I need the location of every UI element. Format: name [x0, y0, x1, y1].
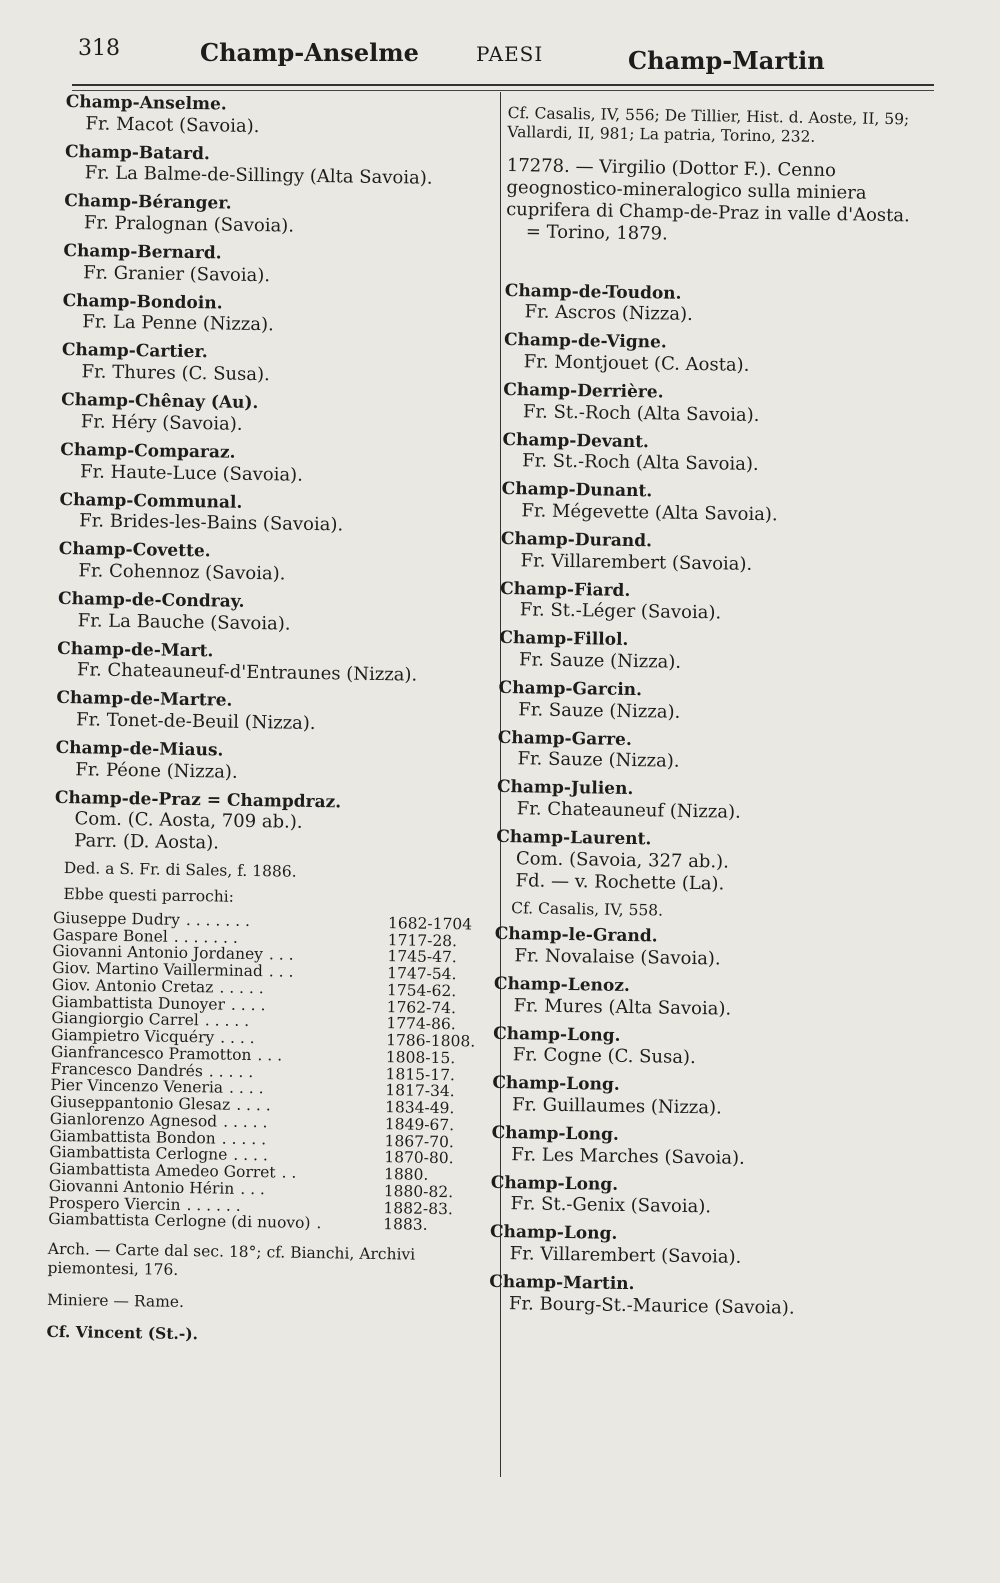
- priest-name: Giangiorgio Carrel: [51, 1009, 199, 1030]
- running-head-left: Champ-Anselme: [200, 38, 419, 67]
- leader-dots: . . . . .: [223, 1112, 268, 1132]
- leader-dots: . . . . .: [219, 978, 264, 998]
- priest-dates: 1834-49.: [384, 1098, 455, 1118]
- leader-dots: . . . .: [228, 1079, 264, 1098]
- right-entries-a: [495, 281, 935, 899]
- gazetteer-entry: [494, 924, 925, 973]
- mines-note: Miniere — Rame.: [46, 1290, 185, 1311]
- entry-heading: Champ-Durand.: [500, 528, 653, 552]
- leader-dots: .: [316, 1214, 322, 1233]
- entry-line: Fr. Cohennoz (Savoia).: [78, 560, 286, 585]
- entry-heading: Champ-Fiard.: [500, 578, 631, 601]
- entry-heading: Champ-Comparaz.: [60, 439, 236, 463]
- entry-line: Fr. Bourg-St.-Maurice (Savoia).: [508, 1292, 795, 1319]
- gazetteer-entry: [57, 638, 483, 687]
- gazetteer-entry: [65, 142, 491, 191]
- entry-heading: Champ-de-Vigne.: [503, 330, 667, 353]
- leader-dots: . . .: [268, 945, 294, 965]
- leader-dots: . . . . . . .: [173, 927, 239, 947]
- priest-name: Francesco Dandrés: [50, 1059, 204, 1080]
- entry-line: Fr. Villarembert (Savoia).: [520, 549, 753, 575]
- entry-line: Fr. La Bauche (Savoia).: [77, 609, 291, 635]
- priest-name: Giambattista Bondon: [49, 1126, 216, 1148]
- entry-heading: Champ-Lenoz.: [493, 973, 631, 996]
- entry-line: Fr. Guillaumes (Nizza).: [511, 1094, 723, 1119]
- entry-line: Fr. Héry (Savoia).: [80, 411, 243, 435]
- gazetteer-entry: [499, 628, 930, 677]
- gazetteer-entry: [58, 589, 484, 638]
- entry-heading: Champ-Batard.: [64, 141, 211, 164]
- entry-heading: Champ-Garre.: [497, 727, 633, 750]
- entry-heading: Champ-Cartier.: [61, 340, 208, 363]
- priest-dates: 1754-62.: [386, 981, 457, 1001]
- entry-line: Fr. Thures (C. Susa).: [81, 361, 270, 386]
- gazetteer-entry: [60, 440, 486, 489]
- gazetteer-entry: [59, 489, 485, 538]
- entry-heading: Champ-Anselme.: [65, 92, 227, 115]
- priest-list: [48, 910, 478, 1235]
- gazetteer-entry: [61, 390, 487, 439]
- priest-name: Giampietro Vicquéry: [51, 1026, 215, 1047]
- gazetteer-entry: [54, 788, 480, 859]
- priest-dates: 1717-28.: [387, 930, 458, 950]
- entry-line: Fr. Montjouet (C. Aosta).: [523, 351, 750, 376]
- entry-heading: Champ-Long.: [493, 1023, 621, 1046]
- gazetteer-entry: [497, 777, 928, 826]
- casalis-reference: Cf. Casalis, IV, 556; De Tillier, Hist. d. Aoste, II, 59; Vallardi, II, 981; La patria, Torino, 232.: [507, 103, 910, 147]
- entry-heading: Champ-Long.: [491, 1122, 620, 1145]
- priest-name: Giambattista Dunoyer: [51, 992, 226, 1014]
- entry-line: Fr. Cogne (C. Susa).: [512, 1044, 696, 1069]
- entry-heading: Champ-Julien.: [496, 777, 634, 800]
- right-entries-b: [489, 924, 925, 1321]
- entry-heading: Champ-Long.: [490, 1172, 619, 1195]
- priest-dates: 1762-74.: [386, 997, 457, 1017]
- entry-line: Com. (Savoia, 327 ab.).: [515, 848, 730, 873]
- entry-heading: Champ-de-Toudon.: [504, 280, 682, 304]
- dedication-note: Ded. a S. Fr. di Sales, f. 1886.: [63, 859, 297, 881]
- entry-heading: Champ-Derrière.: [503, 379, 664, 403]
- entry-line: Fr. La Penne (Nizza).: [82, 311, 274, 336]
- gazetteer-entry: [56, 688, 482, 737]
- entry-line: Fr. Chateauneuf (Nizza).: [516, 798, 741, 823]
- entry-line: Fr. St.-Roch (Alta Savoia).: [522, 450, 759, 476]
- leader-dots: . . . .: [220, 1028, 255, 1048]
- entry-line: Fr. St.-Léger (Savoia).: [519, 599, 722, 624]
- entry-line: Fr. Ascros (Nizza).: [524, 301, 693, 326]
- entry-line: Fr. Les Marches (Savoia).: [511, 1143, 745, 1169]
- priest-list-intro: Ebbe questi parrochi:: [63, 884, 235, 906]
- running-head-section: PAESI: [476, 42, 544, 66]
- priest-name: Giov. Antonio Cretaz: [51, 975, 214, 997]
- entry-heading: Champ-Béranger.: [64, 191, 232, 214]
- entry-line: Fr. Villarembert (Savoia).: [509, 1243, 742, 1268]
- entry-heading: Champ-le-Grand.: [494, 924, 658, 947]
- header-rule-thin: [72, 90, 934, 91]
- leader-dots: . . . . . .: [186, 1195, 241, 1215]
- leader-dots: . . . . .: [204, 1011, 250, 1031]
- virgilio-bibliography-entry: 17278. — Virgilio (Dottor F.). Cenno geognostico-mineralogico sulla miniera cuprifera di Champ-de-Praz in valle d'Aosta.: [505, 154, 910, 226]
- priest-dates: 1849-67.: [384, 1114, 455, 1135]
- entry-line: Fr. Tonet-de-Beuil (Nizza).: [75, 709, 316, 734]
- gazetteer-entry: [497, 728, 928, 777]
- priest-dates: 1867-70.: [384, 1131, 455, 1151]
- page-number: 318: [78, 36, 120, 61]
- entry-heading: Champ-Dunant.: [501, 479, 653, 502]
- priest-name: Gianfrancesco Pramotton: [50, 1042, 252, 1064]
- priest-dates: 1880-82.: [383, 1181, 454, 1201]
- priest-name: Giov. Martino Vaillerminad: [52, 959, 264, 981]
- gazetteer-entry: [501, 479, 932, 528]
- archive-note: Arch. — Carte dal sec. 18°; cf. Bianchi, Archivi piemontesi, 176.: [47, 1239, 416, 1280]
- priest-name: Giambattista Cerlogne (di nuovo): [48, 1210, 311, 1233]
- leader-dots: . . . . . . .: [185, 911, 251, 931]
- leader-dots: . . . . .: [208, 1061, 254, 1081]
- leader-dots: . . . . .: [221, 1129, 267, 1148]
- leader-dots: . . . .: [230, 995, 266, 1014]
- gazetteer-entry: [490, 1222, 921, 1271]
- priest-dates: 1815-17.: [385, 1064, 456, 1084]
- priest-name: Giovanni Antonio Jordaney: [52, 942, 264, 964]
- priest-dates: 1882-83.: [383, 1198, 453, 1218]
- gazetteer-entry: [58, 539, 484, 588]
- entry-heading: Champ-Long.: [489, 1222, 618, 1245]
- entry-line: Parr. (D. Aosta).: [74, 830, 220, 854]
- entry-line: Fr. St.-Genix (Savoia).: [510, 1193, 712, 1218]
- entry-heading: Champ-de-Miaus.: [55, 737, 224, 761]
- entry-heading: Champ-Devant.: [502, 429, 650, 452]
- gazetteer-entry: [55, 738, 481, 787]
- gazetteer-entry: [489, 1272, 920, 1321]
- priest-dates: 1870-80.: [384, 1148, 454, 1168]
- priest-name: Gaspare Bonel: [52, 925, 168, 946]
- entry-line: Com. (C. Aosta, 709 ab.).: [74, 808, 303, 834]
- priest-name: Giambattista Cerlogne: [49, 1143, 228, 1164]
- entry-line: Fr. Sauze (Nizza).: [518, 699, 681, 723]
- gazetteer-entry: [503, 380, 934, 429]
- entry-line: Fr. Péone (Nizza).: [75, 758, 238, 783]
- entry-heading: Champ-de-Mart.: [57, 638, 214, 661]
- entry-heading: Champ-Laurent.: [496, 827, 652, 850]
- gazetteer-entry: [493, 1023, 924, 1072]
- entry-line: Fr. Pralognan (Savoia).: [83, 212, 295, 237]
- gazetteer-entry: [495, 827, 926, 898]
- entry-heading: Champ-de-Martre.: [56, 688, 233, 711]
- gazetteer-entry: [500, 529, 931, 578]
- entry-line: Fr. Granier (Savoia).: [83, 262, 271, 287]
- header-rule: [72, 84, 934, 86]
- leader-dots: . . . .: [236, 1095, 271, 1115]
- priest-name: Giambattista Amedeo Gorret: [48, 1159, 276, 1182]
- gazetteer-entry: [493, 974, 924, 1023]
- right-column: [489, 92, 938, 1328]
- leader-dots: . . .: [268, 962, 294, 981]
- gazetteer-entry: [492, 1073, 923, 1122]
- priest-name: Gianlorenzo Agnesod: [49, 1109, 218, 1131]
- entry-heading: Champ-Covette.: [58, 539, 211, 562]
- priest-name-cell: [48, 1211, 321, 1232]
- priest-dates: 1682-1704: [387, 914, 473, 934]
- entry-line: Fr. Brides-les-Bains (Savoia).: [79, 510, 344, 536]
- entry-heading: Champ-Bondoin.: [62, 290, 223, 314]
- left-column: [46, 92, 491, 1348]
- priest-name: Giuseppantonio Glesaz: [49, 1092, 231, 1114]
- gazetteer-entry: [504, 330, 935, 379]
- priest-dates: 1747-54.: [387, 964, 457, 984]
- priest-dates: 1880.: [383, 1165, 429, 1184]
- entry-heading: Champ-Long.: [492, 1073, 620, 1096]
- running-head-right: Champ-Martin: [628, 46, 825, 75]
- gazetteer-entry: [498, 678, 929, 727]
- entry-line: Fr. Chateauneuf-d'Entraunes (Nizza).: [76, 659, 418, 686]
- leader-dots: . . .: [257, 1046, 283, 1065]
- entry-line: Fr. Novalaise (Savoia).: [514, 945, 721, 970]
- entry-line: Fr. Mégevette (Alta Savoia).: [521, 500, 778, 526]
- priest-dates: 1745-47.: [387, 947, 457, 967]
- gazetteer-entry: [491, 1123, 922, 1172]
- priest-name: Giuseppe Dudry: [52, 908, 181, 929]
- entry-heading: Champ-de-Praz = Champdraz.: [54, 787, 342, 813]
- entry-line: Fr. Macot (Savoia).: [85, 113, 260, 137]
- virgilio-publication-place: = Torino, 1879.: [525, 220, 668, 245]
- left-entries: [54, 92, 491, 859]
- entry-line: Fr. Haute-Luce (Savoia).: [79, 460, 304, 486]
- entry-heading: Champ-Bernard.: [63, 241, 222, 264]
- entry-line: Fr. Sauze (Nizza).: [517, 748, 680, 773]
- leader-dots: . . . .: [233, 1146, 268, 1165]
- gazetteer-entry: [62, 291, 488, 340]
- gazetteer-entry: [502, 430, 933, 479]
- entry-line: Fr. Mures (Alta Savoia).: [513, 994, 732, 1020]
- entry-line: Fr. St.-Roch (Alta Savoia).: [522, 400, 760, 426]
- casalis-reference-2: Cf. Casalis, IV, 558.: [511, 898, 664, 920]
- entry-line: Fr. La Balme-de-Sillingy (Alta Savoia).: [84, 162, 433, 190]
- entry-heading: Champ-Chênay (Au).: [61, 390, 259, 414]
- priest-name: Pier Vincenzo Veneria: [50, 1076, 224, 1097]
- entry-line: Fd. — v. Rochette (La).: [515, 870, 725, 895]
- entry-line: Fr. Sauze (Nizza).: [518, 649, 682, 673]
- gazetteer-entry: [65, 92, 491, 141]
- priest-name: Prospero Viercin: [48, 1193, 181, 1214]
- cross-reference: Cf. Vincent (St.-).: [46, 1321, 199, 1344]
- gazetteer-entry: [500, 579, 931, 628]
- gazetteer-entry: [63, 241, 489, 290]
- priest-dates: 1883.: [383, 1215, 428, 1235]
- priest-dates: 1786-1808.: [386, 1031, 476, 1051]
- priest-name: Giovanni Antonio Hérin: [48, 1176, 235, 1198]
- priest-dates: 1774-86.: [386, 1014, 456, 1034]
- entry-heading: Champ-Communal.: [59, 489, 243, 513]
- priest-dates: 1808-15.: [385, 1048, 456, 1068]
- entry-heading: Champ-de-Condray.: [57, 588, 245, 612]
- gazetteer-entry: [64, 191, 490, 240]
- entry-heading: Champ-Garcin.: [498, 677, 643, 701]
- entry-heading: Champ-Martin.: [489, 1271, 635, 1295]
- priest-dates: 1817-34.: [385, 1081, 455, 1101]
- leader-dots: . .: [281, 1163, 297, 1182]
- gazetteer-entry: [504, 281, 935, 330]
- leader-dots: . . .: [240, 1179, 266, 1199]
- gazetteer-entry: [490, 1172, 921, 1221]
- gazetteer-entry: [61, 340, 487, 389]
- entry-heading: Champ-Fillol.: [499, 628, 629, 651]
